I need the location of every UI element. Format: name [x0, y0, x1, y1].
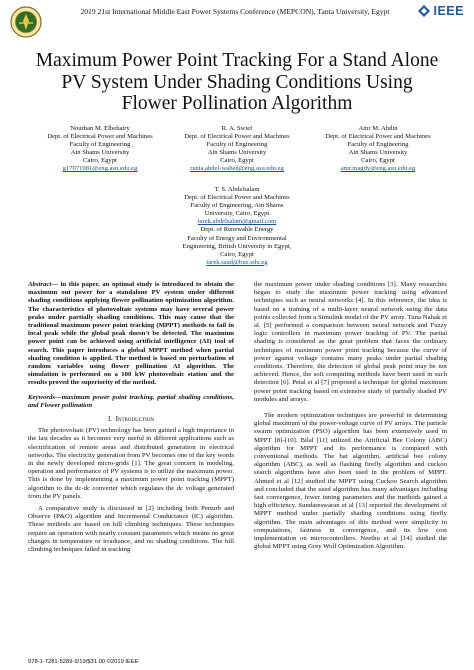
- body-paragraph: A comparative study is discussed in [2] including both Perturb and Observe (P&O) algorithm and Incremental Conductance (IC) algorithm. These methods are based on hill climbing techniques. These techniques require an operation with nearly constant parameters which means no great changes in temperature or irradiance, and no shading conditions. The hill climbing techniques failed in tracking: [28, 505, 234, 554]
- abstract-text: — in this paper, an optimal study is introduced to obtain the maximum out power for a standalone PV system under different shading conditions applying flower pollination optimization algorithm. The characteristics of photovoltaic systems may have several power peaks under partially shading conditions. This may cause that the traditional maximum power point tracking (MPPT) methods to fail in local peak while the global peak doesn't be detected. The maximum power point can be achieved using artificial intelligence (AI) tool of search. This paper introduces a global MPPT method when partial shading condition is applied. The method is based on perturbation of random variables using flower pollination AI algorithm. The simulation is performed on a 100 kW photovoltaic station and the results proved the superiority of the method.: [28, 281, 234, 387]
- right-column: [254, 281, 447, 555]
- author-dept: Dept. of Electrical Power and Machines: [184, 133, 290, 141]
- conference-line: 2019 21st International Middle East Power Systems Conference (MEPCON), Tanta University, Egypt: [80, 7, 390, 16]
- author-name: Nourhan M. Elbehairy: [70, 125, 130, 132]
- author-name: R. A. Swief: [221, 125, 253, 132]
- author-city: Cairo, Egypt: [361, 157, 395, 165]
- body-paragraph: the maximum power under shading conditions [3]. Many researches began to study the maximum power tracking using advanced techniques such as neural networks [4]. In this reference, the idea is based on a training of a multi-layer neural network using the data points collected from a Simulink model of the PV array. Tuna Nahak et al. [5] performed a comparison between neural network and Fuzzy logic controllers in maximum power tracking of PV. The partial shading is considered as the great problem that faces the ordinary techniques of maximum power point tracking because the curve of power against voltage contains many peaks under partial shading conditions. Therefore, the detection of global peak point may be not achieved. Hence, the soft computing methods have been used in such detection [6]. Petal et al [7] proposed a technique for global maximum power point tracking based on extensive study of partially shaded PV modules and arrays.: [254, 281, 447, 403]
- author-university: Engineering, British University in Egypt,: [182, 242, 292, 250]
- author-2: [162, 125, 312, 174]
- author-email-link[interactable]: rania.abdel-wahed@eng.asu.edu.eg: [190, 165, 284, 173]
- author-university: Ain Shams University: [70, 149, 130, 157]
- author-faculty: Faculty of Engineering: [69, 141, 131, 149]
- title-line: Flower Pollination Algorithm: [121, 93, 353, 114]
- author-faculty: Faculty of Engineering, Ain Shams: [190, 202, 284, 210]
- author-email-link[interactable]: tarek.abdelsalam@gmail.com: [197, 218, 277, 226]
- abstract-label: Abstract: [28, 281, 52, 288]
- section-heading: [28, 415, 234, 423]
- author-3: [303, 125, 453, 174]
- author-email-link[interactable]: tarek.saad@bue.edu.eg: [206, 258, 268, 266]
- author-email-link[interactable]: amr.magdy@eng.asu.edu.eg: [340, 165, 416, 173]
- section-title: Introduction: [115, 415, 155, 424]
- author-faculty: Faculty of Engineering: [347, 141, 409, 149]
- author-city: Cairo, Egypt: [83, 157, 117, 165]
- author-faculty: Faculty of Engineering: [206, 141, 268, 149]
- author-dept: Dept. of Electrical Power and Machines: [325, 133, 431, 141]
- ieee-wordmark: IEEE: [433, 4, 464, 18]
- author-city: Cairo, Egypt: [220, 157, 254, 165]
- author-faculty: Faculty of Energy and Environmental: [187, 234, 287, 242]
- author-4: [162, 186, 312, 267]
- author-university: Ain Shams University: [207, 149, 267, 157]
- title-line: PV System Under Shading Conditions Using: [61, 71, 413, 93]
- author-dept: Dept. of Electrical Power and Machines: [47, 133, 153, 141]
- author-email-link[interactable]: g17071981@eng.asu.edu.eg: [62, 165, 138, 173]
- copyright-footer: 978-1-7281-5289-9/19/$31.00 ©2019 IEEE: [28, 659, 139, 665]
- body-paragraph: The photovoltaic (PV) technology has been gained a high importance in the last decades as it becomes very useful in different applications such as electrification of remote areas and distributed generation in electrical networks. The electricity generation from PV becomes one of the key words in the newly developed micro-grids [1]. The great concern in modeling, operation and performance of PV systems is to utilize the maximum power. This is done by implementing a maximum power point tracking (MPPT) algorithm to the dc-dc converter which regulates the dc voltage generated from the PV panels.: [28, 427, 234, 500]
- author-dept: Dept. of Electrical Power and Machines: [184, 194, 290, 202]
- abstract: [28, 281, 234, 388]
- author-name: Amr M. Abdin: [358, 125, 398, 132]
- author-dept: Dept. of Renewable Energy: [200, 226, 274, 234]
- author-city: Cairo, Egypt: [220, 250, 254, 258]
- author-name: T. S. Abdelsalam: [214, 186, 260, 193]
- author-1: [25, 125, 175, 174]
- body-paragraph: The modern optimization techniques are powerful in determining global maximum of the power-voltage curve of PV arrays. The particle swarm optimization (PSO) algorithm has been extensively used in MPPT [8]-[10]. Bilal [11] utilized the Artificial Bee Colony (ABC) algorithm for MPPT and its performance is compared with conventional methods. The bat algorithm, artificial bee colony algorithm (ABC), as well as flashing firefly algorithm and cuckoo search algorithms have also been used in the problem of MPPT. Ahmed et al [12] studied the MPPT using Cuckoo Search algorithm and concluded that the used algorithm has many advantages including fast convergence, fewer tuning parameters and the methods gained a high efficiency. Sundareswaran et al [13] reported the development of MPPT method under partially shading conditions using firefly algorithm. The main advantages of this method were simplicity in computations, fastness in convergence, and its low cost implementation on microcontrollers. Neethu et al [14] studied the global MPPT using Grey Wolf Optimization Algorithm.: [254, 412, 447, 551]
- keywords: Keywords—maximum power point tracking, partial shading conditions, and Flower pollination: [28, 393, 234, 409]
- ieee-diamond-icon: [417, 4, 431, 18]
- ieee-logo: [417, 4, 465, 18]
- author-university: University, Cairo, Egypt: [204, 210, 270, 218]
- paper-title: [20, 50, 454, 115]
- section-number: I.: [107, 415, 113, 424]
- page-header: [0, 0, 474, 44]
- university-seal-icon: [10, 6, 42, 38]
- author-university: Ain Shams University: [348, 149, 408, 157]
- title-line: Maximum Power Point Tracking For a Stand Alone: [35, 50, 439, 71]
- left-column: [28, 281, 234, 557]
